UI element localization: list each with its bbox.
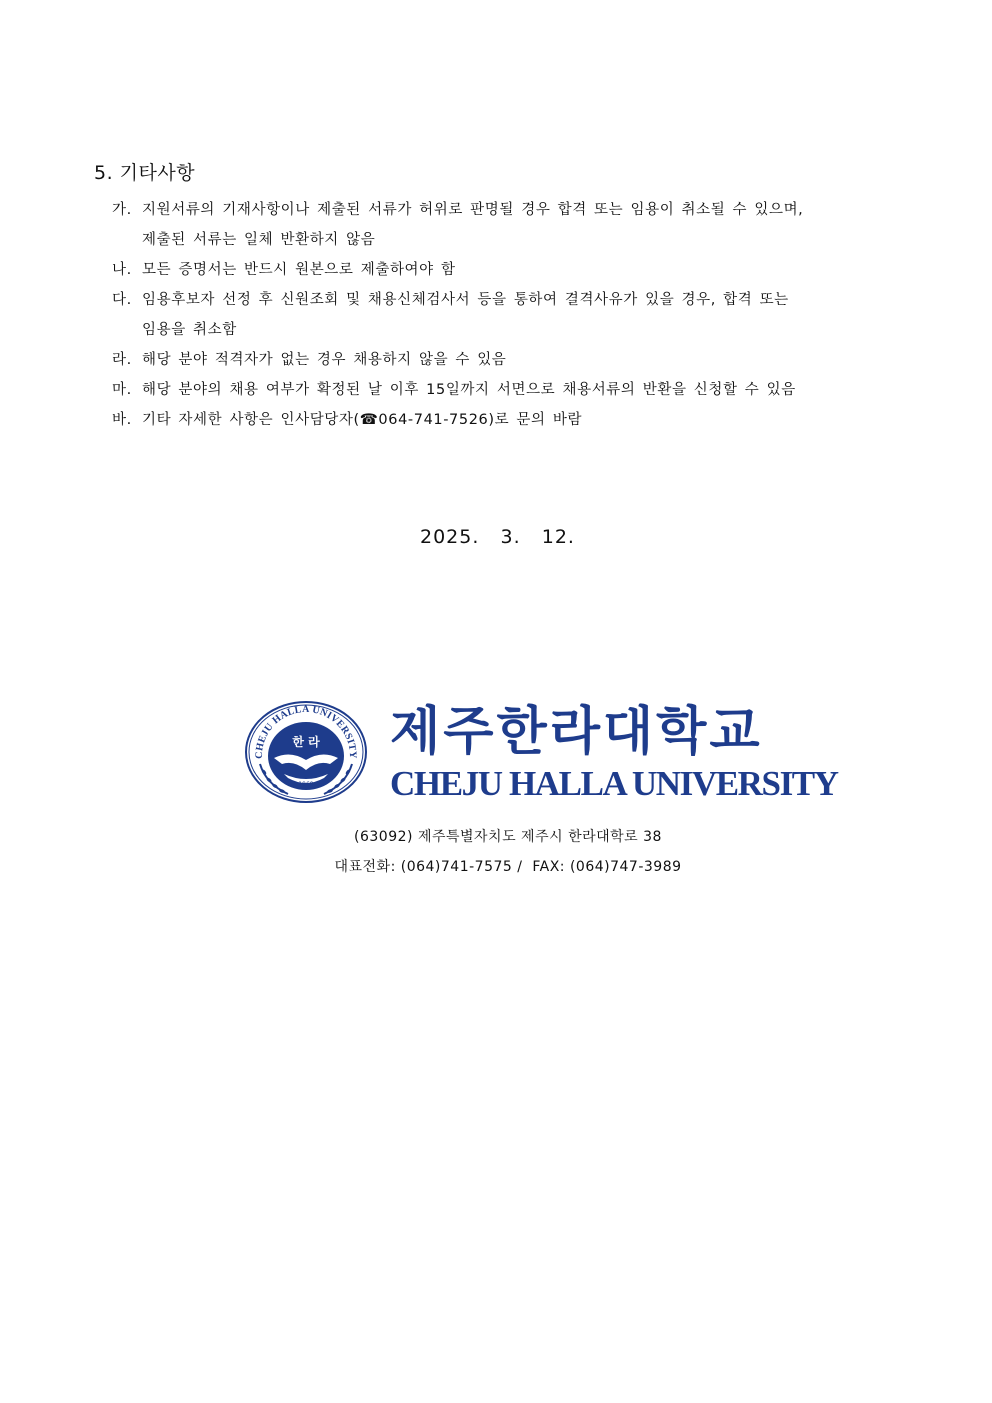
list-item	[112, 285, 902, 345]
list-item	[112, 195, 902, 255]
university-logo	[244, 700, 838, 810]
item-marker: 라.	[112, 352, 132, 368]
item-text	[142, 345, 902, 375]
list-item	[112, 255, 902, 285]
list-item	[112, 345, 902, 375]
item-text	[142, 255, 902, 285]
item-line: 임용을 취소함	[142, 322, 237, 338]
item-marker: 바.	[112, 412, 132, 428]
item-text	[142, 375, 902, 405]
seal-center-text: 한 라	[292, 735, 320, 749]
list-item	[112, 405, 902, 435]
logo-english-name: CHEJU HALLA UNIVERSITY	[390, 764, 838, 803]
item-line: 기타 자세한 사항은 인사담당자(☎064-741-7526)로 문의 바람	[142, 412, 583, 428]
seal-year: 1969	[298, 781, 314, 788]
item-line: 임용후보자 선정 후 신원조회 및 채용신체검사서 등을 통하여 결격사유가 있을 경우, 합격 또는	[142, 292, 789, 308]
item-marker: 가.	[112, 202, 132, 218]
item-marker: 다.	[112, 292, 132, 308]
university-seal-icon	[244, 700, 368, 804]
item-text	[142, 195, 902, 255]
item-text	[142, 285, 902, 345]
item-text	[142, 405, 902, 435]
contact-line: 대표전화: (064)741-7575 / FAX: (064)747-3989	[334, 859, 682, 875]
item-line: 해당 분야의 채용 여부가 확정된 날 이후 15일까지 서면으로 채용서류의 반환을 신청할 수 있음	[142, 382, 796, 398]
item-marker: 마.	[112, 382, 132, 398]
seal-ring-text: CHEJU HALLA UNIVERSITY	[253, 703, 359, 759]
notice-list	[112, 195, 902, 435]
address-line: (63092) 제주특별자치도 제주시 한라대학로 38	[354, 829, 662, 845]
section-title: 5. 기타사항	[94, 162, 196, 184]
document-date: 2025. 3. 12.	[420, 526, 575, 548]
item-marker: 나.	[112, 262, 132, 278]
item-line: 해당 분야 적격자가 없는 경우 채용하지 않을 수 있음	[142, 352, 507, 368]
item-line: 지원서류의 기재사항이나 제출된 서류가 허위로 판명될 경우 합격 또는 임용이 취소될 수 있으며,	[142, 202, 804, 218]
logo-korean-name: 제주한라대학교	[390, 701, 763, 762]
item-line: 모든 증명서는 반드시 원본으로 제출하여야 함	[142, 262, 456, 278]
item-line: 제출된 서류는 일체 반환하지 않음	[142, 232, 376, 248]
list-item	[112, 375, 902, 405]
